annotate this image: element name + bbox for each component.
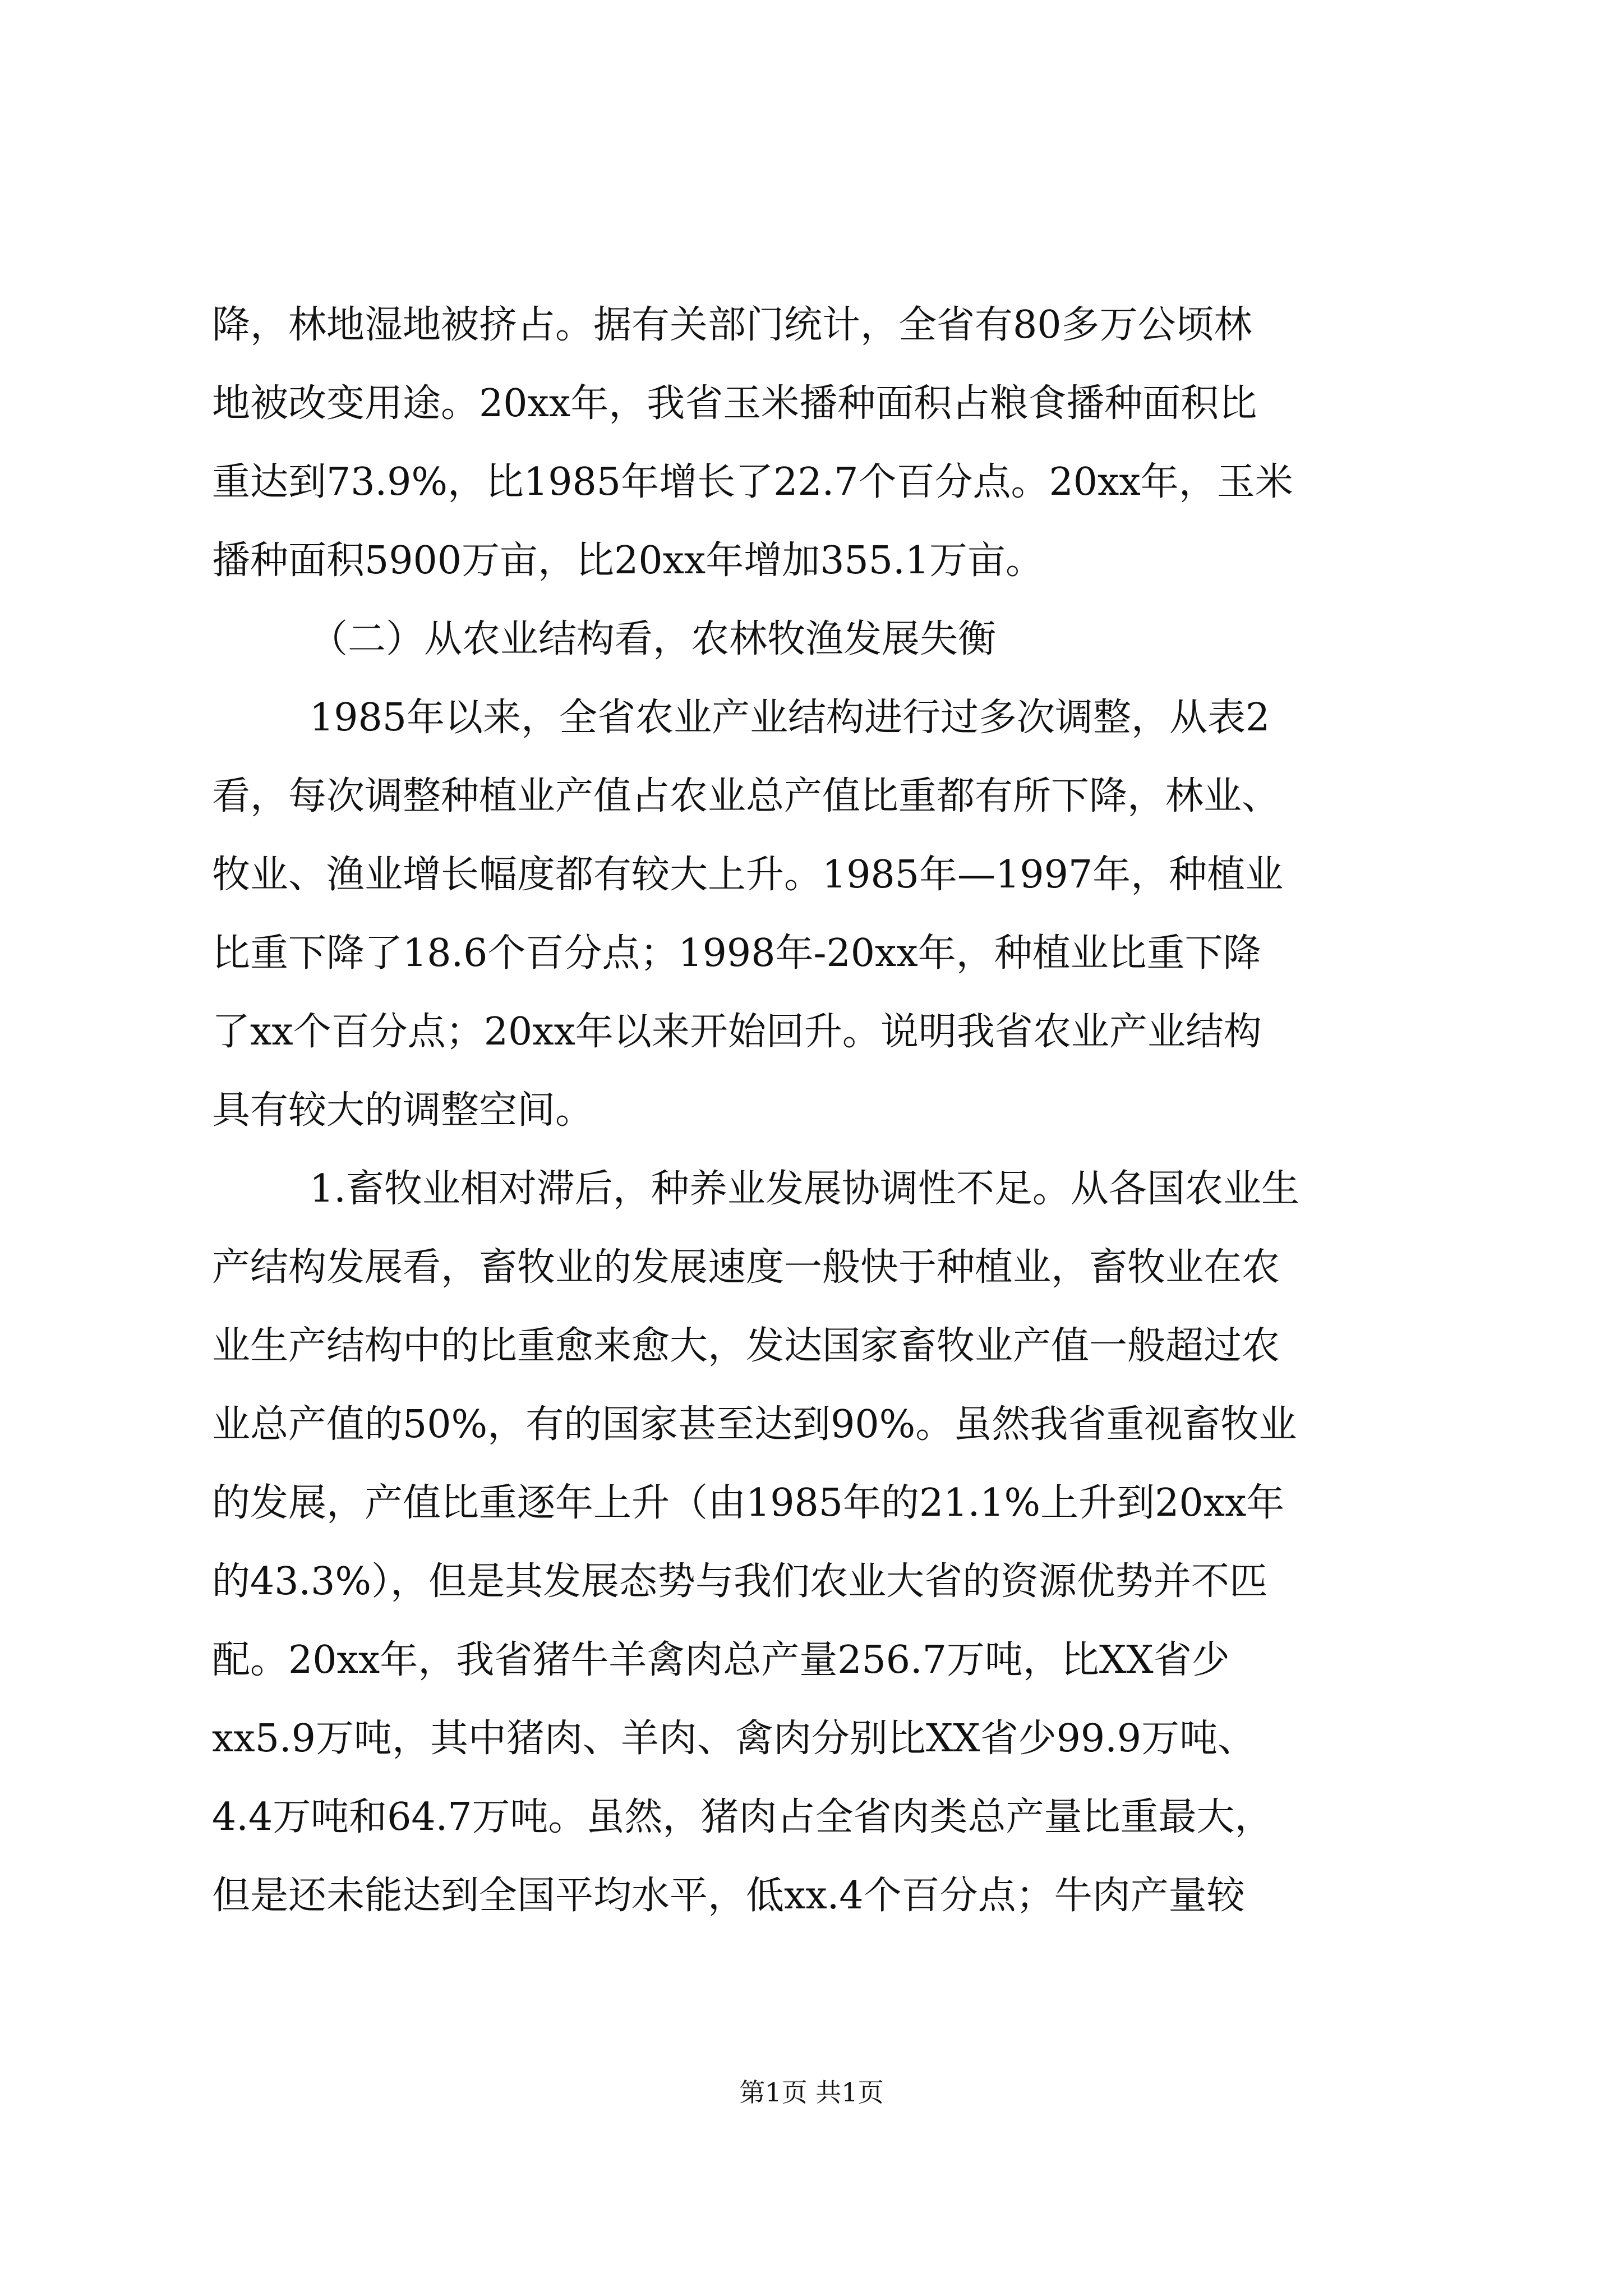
paragraph-first-line: 1.畜牧业相对滞后，种养业发展协调性不足。从各国农业生 <box>310 1167 1299 1211</box>
body-line: 地被改变用途。20xx年，我省玉米播种面积占粮食播种面积比 <box>212 381 1257 426</box>
body-line: 的发展，产值比重逐年上升（由1985年的21.1%上升到20xx年 <box>212 1481 1285 1525</box>
body-line: 了xx个百分点；20xx年以来开始回升。说明我省农业产业结构 <box>212 1010 1262 1054</box>
body-line: 比重下降了18.6个百分点；1998年-20xx年，种植业比重下降 <box>212 931 1261 976</box>
body-line: 牧业、渔业增长幅度都有较大上升。1985年—1997年，种植业 <box>212 853 1284 897</box>
body-line: 4.4万吨和64.7万吨。虽然，猪肉占全省肉类总产量比重最大， <box>212 1795 1273 1839</box>
body-line: 产结构发展看，畜牧业的发展速度一般快于种植业，畜牧业在农 <box>212 1245 1280 1290</box>
body-line: 降，林地湿地被挤占。据有关部门统计，全省有80多万公顷林 <box>212 303 1252 347</box>
body-line: 但是还未能达到全国平均水平，低xx.4个百分点；牛肉产量较 <box>212 1874 1245 1918</box>
body-line: 重达到73.9%，比1985年增长了22.7个百分点。20xx年，玉米 <box>212 460 1293 504</box>
page-footer: 第1页 共1页 <box>739 2077 884 2108</box>
body-line: 的43.3%），但是其发展态势与我们农业大省的资源优势并不匹 <box>212 1559 1268 1604</box>
body-line: 播种面积5900万亩，比20xx年增加355.1万亩。 <box>212 539 1044 583</box>
paragraph-first-line: 1985年以来，全省农业产业结构进行过多次调整，从表2 <box>310 696 1270 740</box>
body-line: 业总产值的50%，有的国家甚至达到90%。虽然我省重视畜牧业 <box>212 1402 1297 1447</box>
body-line: 具有较大的调整空间。 <box>212 1088 594 1133</box>
body-line: 看，每次调整种植业产值占农业总产值比重都有所下降，林业、 <box>212 774 1280 818</box>
section-heading: （二）从农业结构看，农林牧渔发展失衡 <box>310 617 997 661</box>
body-line: 配。20xx年，我省猪牛羊禽肉总产量256.7万吨，比XX省少 <box>212 1638 1230 1682</box>
body-line: xx5.9万吨，其中猪肉、羊肉、禽肉分别比XX省少99.9万吨、 <box>212 1717 1256 1761</box>
body-line: 业生产结构中的比重愈来愈大，发达国家畜牧业产值一般超过农 <box>212 1324 1280 1368</box>
